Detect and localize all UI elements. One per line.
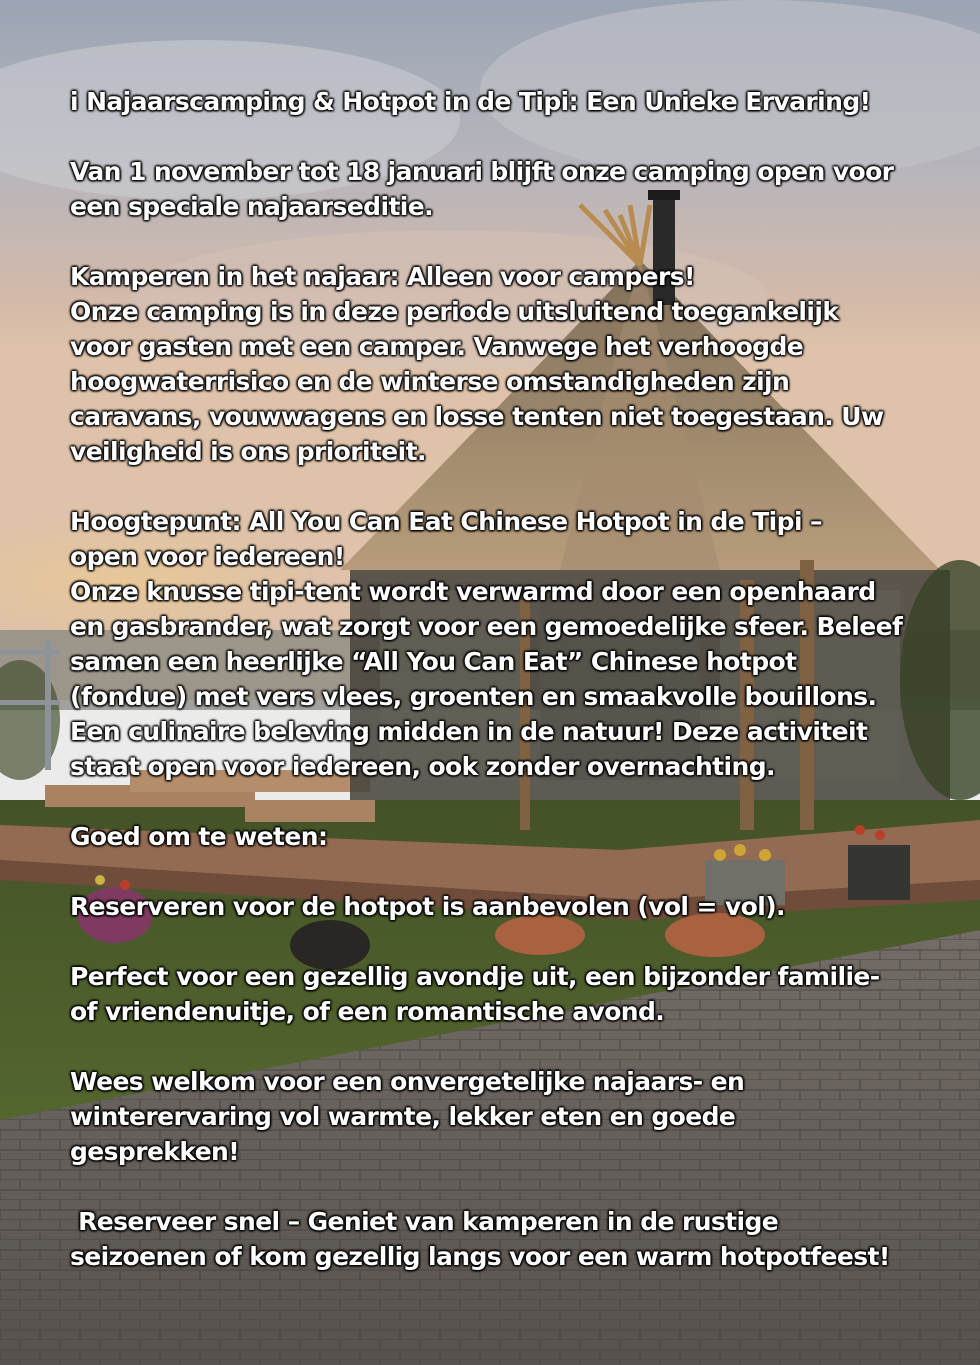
- text-line: staat open voor iedereen, ook zonder overnachting.: [70, 752, 775, 781]
- text-line: (fondue) met vers vlees, groenten en smaakvolle bouillons.: [70, 682, 877, 711]
- paragraph: [70, 154, 930, 224]
- paragraph: [70, 889, 930, 924]
- text-line: Een culinaire beleving midden in de natuur! Deze activiteit: [70, 717, 868, 746]
- text-line: samen een heerlijke “All You Can Eat” Chinese hotpot: [70, 647, 797, 676]
- paragraph: [70, 1204, 930, 1274]
- text-line: en gasbrander, wat zorgt voor een gemoedelijke sfeer. Beleef: [70, 612, 903, 641]
- paragraph: [70, 504, 930, 784]
- paragraph: [70, 819, 930, 854]
- text-line: een speciale najaarseditie.: [70, 192, 434, 221]
- paragraph: [70, 1064, 930, 1169]
- text-line: winterervaring vol warmte, lekker eten en goede: [70, 1102, 736, 1131]
- text-line: gesprekken!: [70, 1137, 240, 1166]
- text-line: Hoogtepunt: All You Can Eat Chinese Hotpot in de Tipi –: [70, 507, 822, 536]
- announcement-text: [70, 84, 930, 1309]
- text-line: i Najaarscamping & Hotpot in de Tipi: Een Unieke Ervaring!: [70, 87, 871, 116]
- text-line: hoogwaterrisico en de winterse omstandigheden zijn: [70, 367, 790, 396]
- text-line: caravans, vouwwagens en losse tenten niet toegestaan. Uw: [70, 402, 884, 431]
- text-line: of vriendenuitje, of een romantische avond.: [70, 997, 665, 1026]
- paragraph: [70, 959, 930, 1029]
- text-line: Onze camping is in deze periode uitsluitend toegankelijk: [70, 297, 839, 326]
- text-line: Kamperen in het najaar: Alleen voor campers!: [70, 262, 695, 291]
- text-line: Onze knusse tipi-tent wordt verwarmd door een openhaard: [70, 577, 876, 606]
- text-line: open voor iedereen!: [70, 542, 345, 571]
- text-line: Van 1 november tot 18 januari blijft onze camping open voor: [70, 157, 894, 186]
- text-line: Wees welkom voor een onvergetelijke najaars- en: [70, 1067, 745, 1096]
- text-line: voor gasten met een camper. Vanwege het verhoogde: [70, 332, 804, 361]
- paragraph: [70, 259, 930, 469]
- text-line: Goed om te weten:: [70, 822, 328, 851]
- text-line: seizoenen of kom gezellig langs voor een warm hotpotfeest!: [70, 1242, 890, 1271]
- text-line: Perfect voor een gezellig avondje uit, een bijzonder familie-: [70, 962, 880, 991]
- text-line: Reserveren voor de hotpot is aanbevolen (vol = vol).: [70, 892, 785, 921]
- text-line: Reserveer snel – Geniet van kamperen in de rustige: [70, 1207, 779, 1236]
- text-line: veiligheid is ons prioriteit.: [70, 437, 426, 466]
- paragraph: [70, 84, 930, 119]
